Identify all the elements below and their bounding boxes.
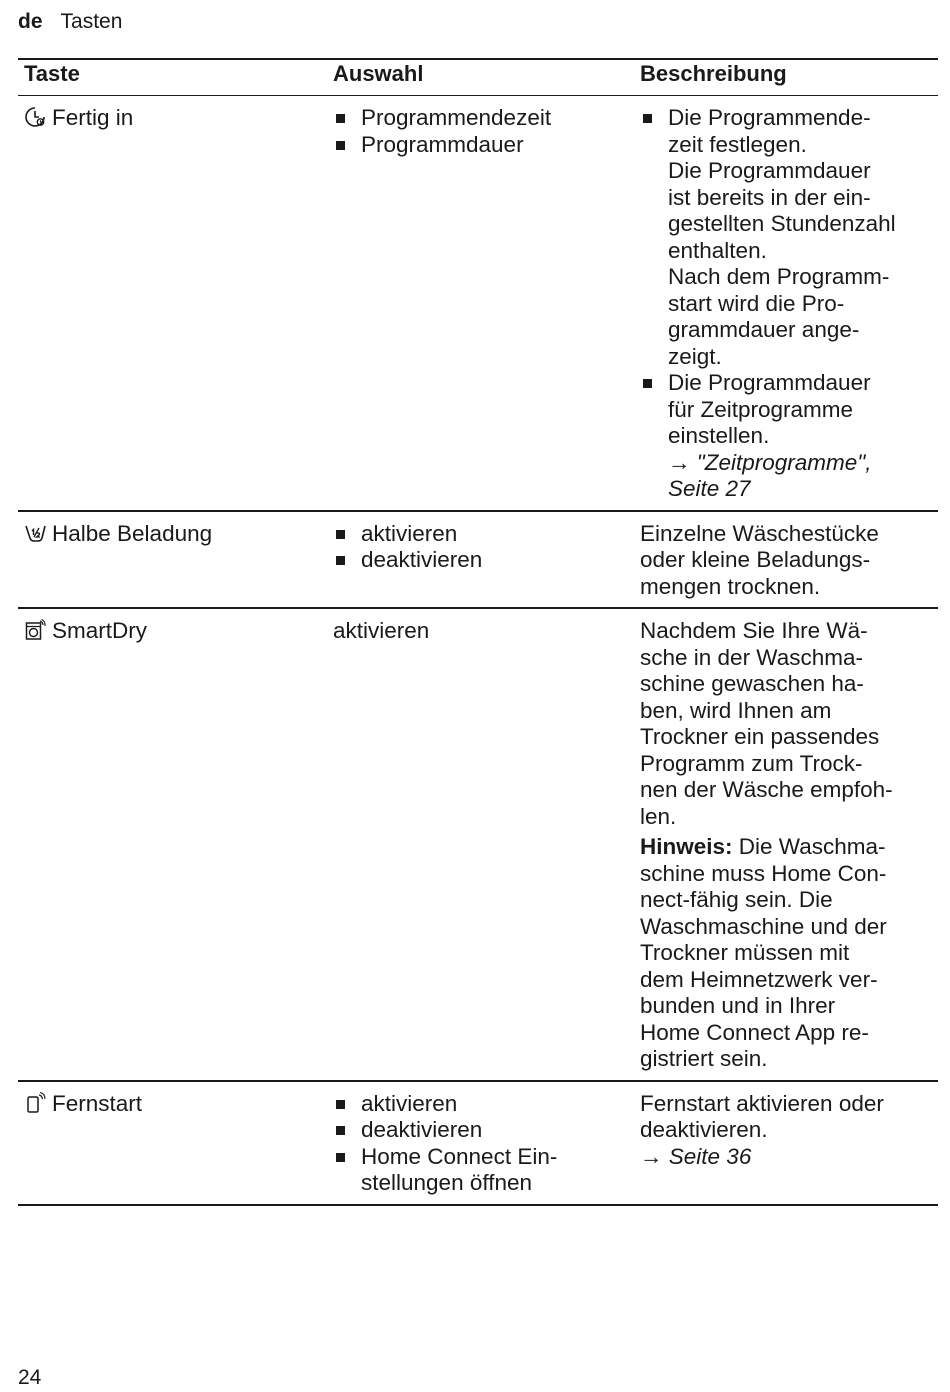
list-item: Programmdauer (333, 132, 634, 159)
section-title: Tasten (60, 10, 123, 33)
note-text: Die Waschma- (732, 834, 886, 859)
clock-icon (24, 106, 46, 128)
auswahl-cell (326, 1082, 634, 1204)
beschreibung-cell (634, 512, 938, 608)
text-line: gistriert sein. (640, 1046, 768, 1071)
auswahl-cell (326, 609, 634, 1080)
text-line: schine gewaschen ha- (640, 671, 864, 696)
text-line: Programm zum Trock- (640, 750, 863, 776)
smartdry-icon (24, 619, 46, 641)
taste-cell (18, 512, 326, 608)
taste-label: Fernstart (52, 1090, 143, 1116)
cross-reference[interactable] (668, 450, 934, 477)
list-item: Programmendezeit (333, 105, 634, 132)
taste-cell (18, 96, 326, 510)
text-line: mengen trocknen. (640, 573, 821, 599)
remote-start-icon (24, 1092, 46, 1114)
list-item (640, 370, 934, 503)
column-header-beschreibung: Beschreibung (640, 60, 787, 86)
text-line: gestellten Stundenzahl (668, 211, 896, 236)
text-line: Trockner müssen mit (640, 940, 850, 965)
table-row (18, 512, 938, 610)
page-header (18, 8, 122, 36)
arrow-icon: → (640, 1143, 663, 1169)
text-line: Fernstart aktivieren oder (640, 1090, 884, 1116)
text-line: oder kleine Beladungs- (640, 547, 871, 572)
cross-reference[interactable] (640, 1144, 934, 1171)
list-item: deaktivieren (333, 1117, 634, 1144)
reference-title: "Zeitprogramme", (696, 449, 872, 475)
page-number: 24 (18, 1366, 42, 1389)
text-line: Home Connect App re- (640, 1019, 869, 1045)
text-line: Nach dem Programm- (668, 264, 890, 289)
taste-cell (18, 1082, 326, 1204)
text-line: stellungen öffnen (361, 1170, 532, 1195)
table-row (18, 1082, 938, 1206)
list-item: aktivieren (333, 521, 634, 548)
taste-label: Fertig in (52, 105, 134, 130)
text-line: len. (640, 803, 677, 829)
beschreibung-cell (634, 609, 938, 1080)
text-line: sche in der Waschma- (640, 644, 863, 670)
text-line: bunden und in Ihrer (640, 993, 836, 1018)
beschreibung-cell (634, 96, 938, 510)
column-header-taste: Taste (24, 60, 80, 86)
buttons-table (18, 58, 938, 1206)
text-line: start wird die Pro- (668, 290, 845, 316)
beschreibung-cell (634, 1082, 938, 1204)
text-line (640, 834, 934, 861)
text-line: enthalten. (668, 237, 767, 263)
language-code: de (18, 10, 43, 33)
half-load-icon (24, 522, 46, 544)
text-line: Die Programmende- (668, 105, 871, 130)
table-header-row (18, 58, 938, 96)
list-item: aktivieren (333, 1091, 634, 1118)
text-line: ben, wird Ihnen am (640, 697, 832, 723)
table-row (18, 609, 938, 1082)
text-line: Home Connect Ein- (361, 1143, 558, 1169)
arrow-icon: → (668, 449, 691, 475)
text-line: dem Heimnetzwerk ver- (640, 966, 878, 992)
reference-page[interactable]: Seite 27 (668, 476, 751, 501)
taste-cell (18, 609, 326, 1080)
list-item: deaktivieren (333, 547, 634, 574)
text-line: zeigt. (668, 343, 722, 369)
list-item (333, 1144, 634, 1197)
note-label: Hinweis: (640, 834, 733, 859)
text-line: nen der Wäsche empfoh- (640, 777, 893, 802)
column-header-auswahl: Auswahl (333, 60, 424, 86)
description-paragraph (640, 618, 934, 830)
text-line: zeit festlegen. (668, 131, 807, 157)
text-line: Die Programmdauer (668, 158, 871, 183)
text-line: Trockner ein passendes (640, 724, 880, 749)
text-line: schine muss Home Con- (640, 860, 887, 886)
text-line: Waschmaschine und der (640, 913, 887, 939)
text-line: für Zeitprogramme (668, 396, 854, 422)
taste-label: Halbe Beladung (52, 520, 213, 546)
text-line: Die Programmdauer (668, 370, 871, 395)
text-line: Einzelne Wäschestücke (640, 520, 879, 546)
list-item: aktivieren (333, 618, 430, 643)
note-paragraph (640, 834, 934, 1073)
text-line: einstellen. (668, 423, 770, 448)
list-item (640, 105, 934, 370)
auswahl-cell (326, 512, 634, 608)
reference-page: Seite 36 (668, 1143, 752, 1169)
taste-label: SmartDry (52, 618, 147, 643)
text-line: nect-fähig sein. Die (640, 887, 833, 912)
text-line: Nachdem Sie Ihre Wä- (640, 618, 868, 643)
text-line: grammdauer ange- (668, 317, 860, 342)
auswahl-cell (326, 96, 634, 510)
table-row (18, 96, 938, 512)
text-line: deaktivieren. (640, 1117, 768, 1142)
text-line: ist bereits in der ein- (668, 184, 871, 210)
